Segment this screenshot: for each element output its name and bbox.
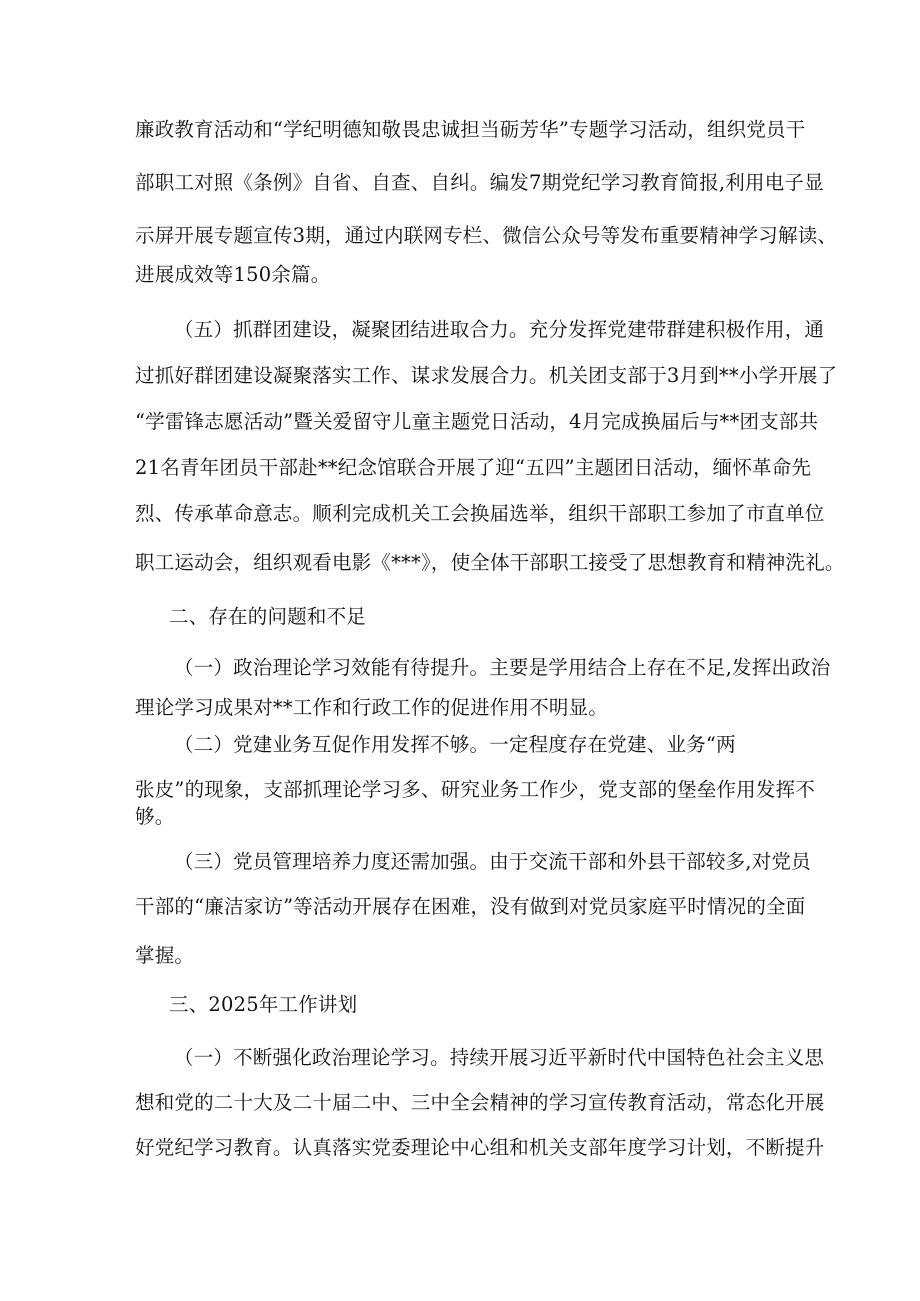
text-line: 干部的“廉洁家访”等活动开展存在困难，没有做到对党员家庭平时情况的全面 <box>135 895 806 918</box>
text-line: 廉政教育活动和“学纪明德知敬畏忠诚担当砺芳华”专题学习活动，组织党员干 <box>135 118 806 141</box>
text-line: 示屏开展专题宣传3期，通过内联网专栏、微信公众号等发布重要精神学习解读、 <box>135 224 838 247</box>
text-line: 掌握。 <box>135 944 195 967</box>
text-line: 够。 <box>135 805 175 828</box>
text-line: （一）不断强化政治理论学习。持续开展习近平新时代中国特色社会主义思 <box>174 1046 825 1069</box>
text-line: 好党纪学习教育。认真落实党委理论中心组和机关支部年度学习计划，不断提升 <box>135 1136 825 1159</box>
text-line: 张皮”的现象，支部抓理论学习多、研究业务工作少，党支部的堡垒作用发挥不 <box>135 778 815 801</box>
text-line: （二）党建业务互促作用发挥不够。一定程度存在党建、业务“两 <box>174 733 736 756</box>
section-heading: 二、存在的问题和不足 <box>169 605 367 628</box>
text-line: 想和党的二十大及二十届二中、三中全会精神的学习宣传教育活动，常态化开展 <box>135 1091 825 1114</box>
text-line: 过抓好群团建设凝聚落实工作、谋求发展合力。机关团支部于3月到**小学开展了 <box>135 364 838 387</box>
text-line: 烈、传承革命意志。顺利完成机关工会换届选举，组织干部职工参加了市直单位 <box>135 502 825 525</box>
text-line: 职工运动会，组织观看电影《***》，使全体干部职工接受了思想教育和精神洗礼。 <box>135 551 845 574</box>
text-line: （一）政治理论学习效能有待提升。主要是学用结合上存在不足,发挥出政治 <box>174 656 831 679</box>
text-line: “学雷锋志愿活动”暨关爱留守儿童主题党日活动，4月完成换届后与**团支部共 <box>135 410 819 433</box>
text-line: （三）党员管理培养力度还需加强。由于交流干部和外县干部较多,对党员 <box>174 850 811 873</box>
text-line: 21名青年团员干部赴**纪念馆联合开展了迎“五四”主题团日活动，缅怀革命先 <box>135 456 812 479</box>
text-line: 进展成效等150余篇。 <box>135 263 331 286</box>
text-line: （五）抓群团建设，凝聚团结进取合力。充分发挥党建带群建积极作用，通 <box>174 318 825 341</box>
text-line: 部职工对照《条例》自省、自查、自纠。编发7期党纪学习教育简报,利用电子显 <box>135 171 824 194</box>
section-heading: 三、2025年工作讲划 <box>169 993 358 1016</box>
text-line: 理论学习成果对**工作和行政工作的促进作用不明显。 <box>135 696 609 719</box>
